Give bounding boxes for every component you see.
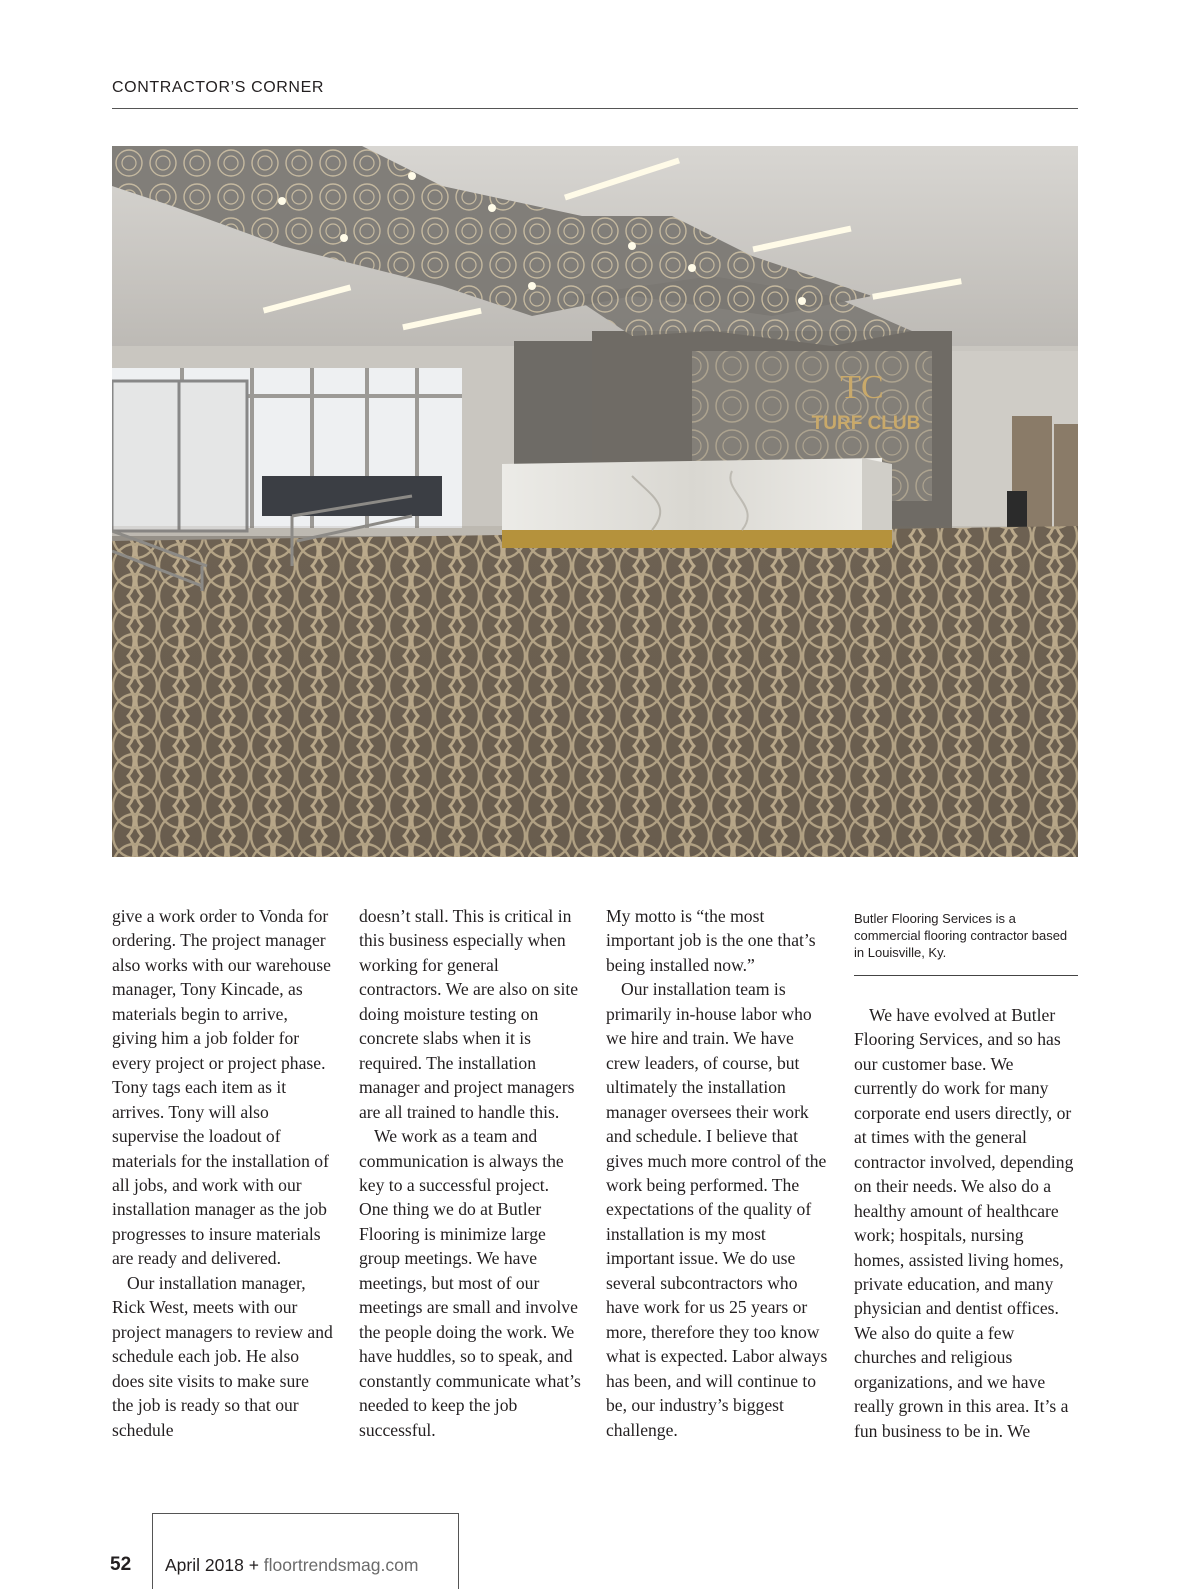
footer-box — [152, 1513, 459, 1589]
paragraph: doesn’t stall. This is critical in this business especially when working for general contractors. We are also on site doing moisture testing on concrete slabs when it is required. The installation manager and project managers are all trained to handle this. — [359, 906, 579, 1122]
page-number: 52 — [110, 1554, 132, 1575]
paragraph: We have evolved at Butler Flooring Services, and so has our customer base. We currently do work for many corporate end users directly, or at times with the general contractor involved, depending on their needs. We also do a healthy amount of healthcare work; hospitals, nursing homes, assisted living homes, private education, and many physician and dentist offices. We also do quite a few churches and religious organizations, and we have really grown in this area. It’s a fun business to be in. We — [854, 1005, 1074, 1441]
sign-monogram: TC — [840, 369, 884, 406]
photo-caption: Butler Flooring Services is a commercial flooring contractor based in Louisville, Ky. — [854, 911, 1068, 960]
caption-rule — [854, 975, 1078, 976]
paragraph: We work as a team and communication is always the key to a successful project. One thing we do at Butler Flooring is minimize large group meetings. We have meetings, but most of our meetings are small and involve the people doing the work. We have huddles, so to speak, and constantly communicate what’s needed to keep the job successful. — [359, 1126, 581, 1440]
article-column-1 — [112, 904, 334, 1442]
paragraph: Our installation team is primarily in-house labor who we hire and train. We have crew leaders, of course, but ultimately the installation manager oversees their work and schedule. I believe that gives much more control of the work being performed. The expectations of the quality of installation is my most important issue. We do use several subcontractors who have work for us 25 years or more, therefore they too know what is expected. Labor always has been, and will continue to be, our industry’s biggest challenge. — [606, 979, 828, 1440]
article-column-3 — [606, 904, 828, 1442]
article-column-4 — [854, 1003, 1076, 1443]
footer-folio — [165, 1555, 418, 1576]
footer-separator: + — [248, 1555, 259, 1575]
footer-date: April 2018 — [165, 1555, 244, 1575]
paragraph: Our installation manager, Rick West, meets with our project managers to review and schedule each job. He also does site visits to make sure the job is ready so that our schedule — [112, 1272, 333, 1440]
article-column-2 — [359, 904, 581, 1442]
paragraph: give a work order to Vonda for ordering. The project manager also works with our warehouse manager, Tony Kincade, as materials begin to arrive, giving him a job folder for every project or project phase. Tony tags each item as it arrives. Tony will also supervise the loadout of materials for the installation of all jobs, and work with our installation manager as the job progresses to insure materials are ready and delivered. — [112, 906, 331, 1269]
paragraph: My motto is “the most important job is the one that’s being installed now.” — [606, 906, 816, 975]
footer-url[interactable]: floortrendsmag.com — [263, 1555, 419, 1575]
header-rule — [112, 108, 1078, 109]
section-label: CONTRACTOR’S CORNER — [112, 79, 325, 96]
sign-text: TURF CLUB — [811, 413, 921, 434]
article-photo — [112, 146, 1078, 857]
